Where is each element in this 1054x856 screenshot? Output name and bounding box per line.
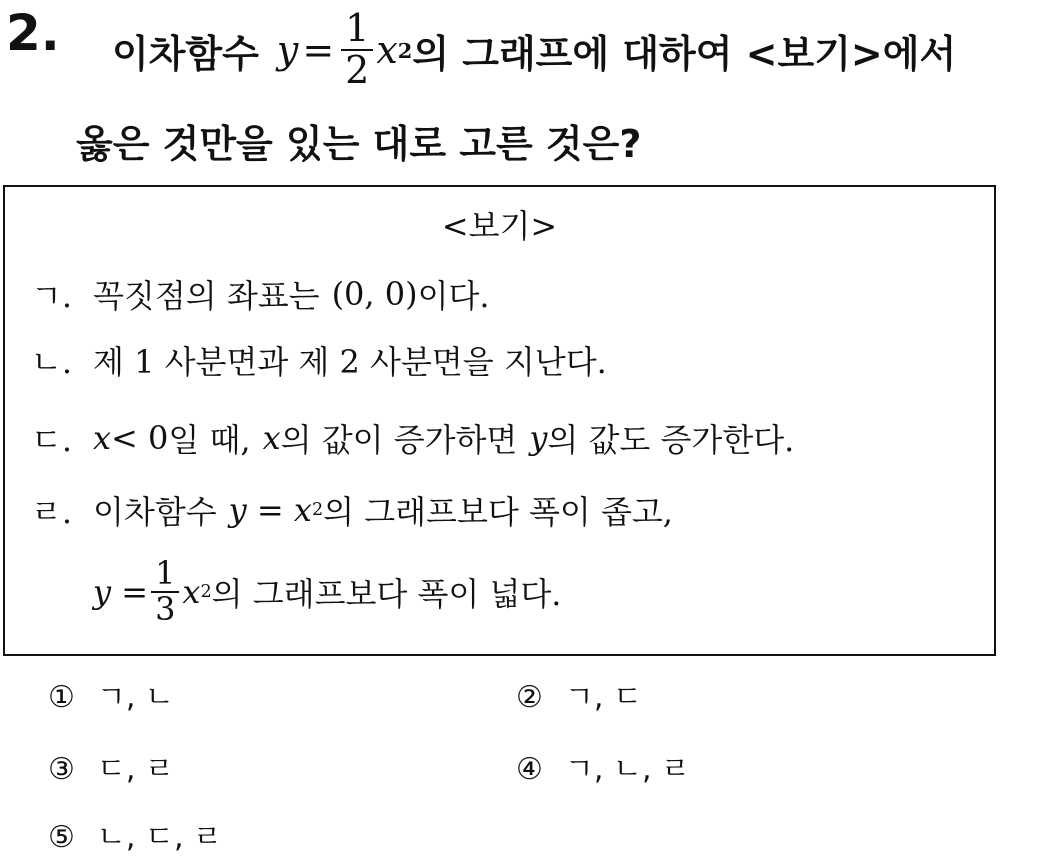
bogi-item-text: 이차함수: [93, 493, 217, 531]
bogi-item-label: ㄱ.: [31, 277, 73, 315]
bogi-item-text: 일 때,: [168, 421, 251, 459]
choice-4[interactable]: [516, 744, 690, 788]
equation-equals: =: [302, 28, 335, 72]
bogi-item-4-line-2: [93, 547, 561, 637]
fraction-denominator: 3: [155, 590, 176, 628]
bogi-item-text: 의 값도 증가한다.: [547, 421, 795, 459]
variable-y: y: [529, 419, 548, 457]
equation-variable: x: [376, 28, 398, 72]
equation-exponent: 2: [200, 582, 212, 602]
choice-marker: ②: [516, 680, 543, 715]
choice-text: ㄱ, ㄷ: [564, 680, 642, 715]
bogi-item-text: 의 값이 증가하면: [280, 421, 518, 459]
bogi-item-1: [31, 271, 490, 317]
fraction-numerator: 1: [151, 557, 179, 593]
bogi-title: <보기>: [441, 207, 558, 245]
equation-exponent: 2: [311, 500, 324, 520]
choice-marker: ④: [516, 752, 543, 787]
question-text-start: 이차함수: [112, 31, 259, 76]
bogi-item-3: [31, 415, 794, 461]
equation-lhs: y: [276, 28, 299, 72]
bogi-item-4: [31, 487, 673, 533]
choice-5[interactable]: [48, 812, 222, 856]
equation-lhs: y =: [93, 573, 149, 611]
equation-fraction: [151, 554, 179, 628]
choice-text: ㄷ, ㄹ: [96, 752, 174, 787]
bogi-item-label: ㄹ.: [31, 493, 73, 531]
question-number: 2.: [6, 4, 60, 62]
bogi-item-text: 의 그래프보다 폭이 좁고,: [323, 493, 673, 531]
bogi-item-text: 의 그래프보다 폭이 넓다.: [211, 575, 562, 613]
bogi-box: [3, 185, 996, 656]
question-text-end: 의 그래프에 대하여 <보기>에서: [412, 31, 957, 76]
fraction-numerator: 1: [341, 9, 373, 51]
bogi-item-text: 제 1 사분면과 제 2 사분면을 지난다.: [93, 343, 607, 381]
fraction-denominator: 2: [345, 48, 370, 92]
bogi-item-label: ㄷ.: [31, 421, 73, 459]
choice-text: ㄴ, ㄷ, ㄹ: [96, 820, 222, 855]
choice-1[interactable]: [48, 672, 174, 716]
choice-marker: ①: [48, 680, 75, 715]
question-line-2: 옳은 것만을 있는 대로 고른 것은?: [76, 121, 642, 166]
vertex-coordinate: (0, 0): [331, 275, 418, 313]
bogi-item-label: ㄴ.: [31, 343, 73, 381]
equation-fraction: [341, 6, 373, 92]
choice-text: ㄱ, ㄴ: [96, 680, 174, 715]
equation-exponent: 2: [397, 37, 413, 63]
inequality: < 0: [111, 419, 169, 457]
bogi-item-2: [31, 337, 607, 383]
question-line-1: [112, 6, 957, 92]
bogi-item-text: 꼭짓점의 좌표는: [93, 277, 320, 315]
variable-x: x: [93, 419, 112, 457]
choice-2[interactable]: [516, 672, 642, 716]
variable-x: x: [262, 419, 281, 457]
choice-3[interactable]: [48, 744, 174, 788]
bogi-item-text-end: 이다.: [417, 277, 490, 315]
equation-variable: x: [182, 573, 201, 611]
choice-marker: ③: [48, 752, 75, 787]
choice-text: ㄱ, ㄴ, ㄹ: [564, 752, 690, 787]
equation: y = x: [228, 491, 312, 529]
choice-marker: ⑤: [48, 820, 75, 855]
